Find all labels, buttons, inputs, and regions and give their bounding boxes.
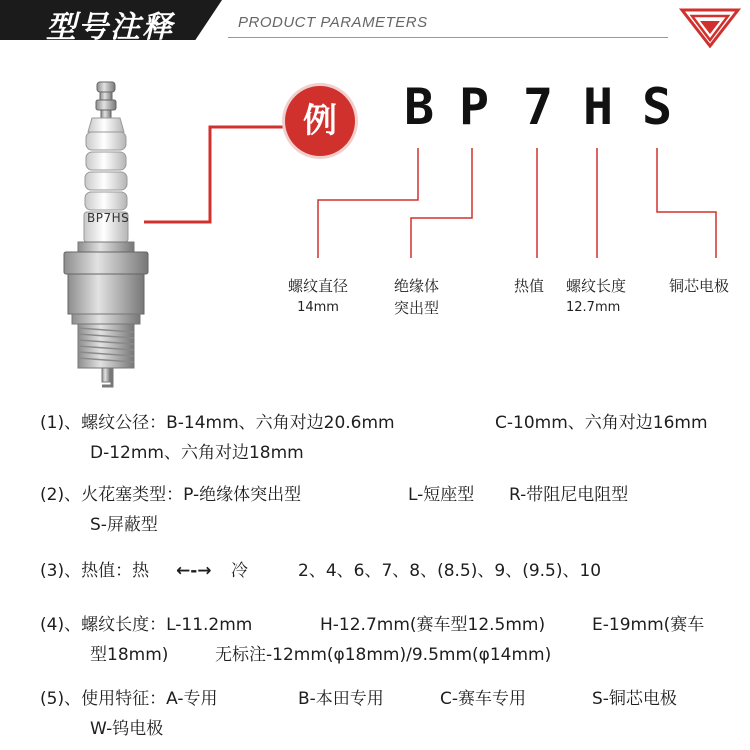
- label-thread-diameter: 螺纹直径 14mm: [287, 277, 348, 315]
- page-title: 型号注释: [46, 10, 174, 45]
- hot-cold-arrow-icon: ←-→: [176, 561, 212, 581]
- code-letter-h: H: [583, 78, 614, 136]
- plug-marking: BP7HS: [87, 211, 130, 225]
- code-letter-s: S: [642, 78, 673, 136]
- label-insulator: 绝缘体 突出型: [394, 277, 440, 317]
- code-letter-7: 7: [523, 78, 554, 136]
- code-letter-p: P: [459, 78, 490, 136]
- label-heat-range: 热值: [514, 277, 545, 295]
- label-thread-length: 螺纹长度 12.7mm: [566, 277, 627, 315]
- label-copper-electrode: 铜芯电极: [669, 277, 730, 295]
- code-letter-b: B: [404, 78, 435, 136]
- example-badge-label: 例: [303, 101, 337, 141]
- page-subtitle: PRODUCT PARAMETERS: [238, 14, 428, 31]
